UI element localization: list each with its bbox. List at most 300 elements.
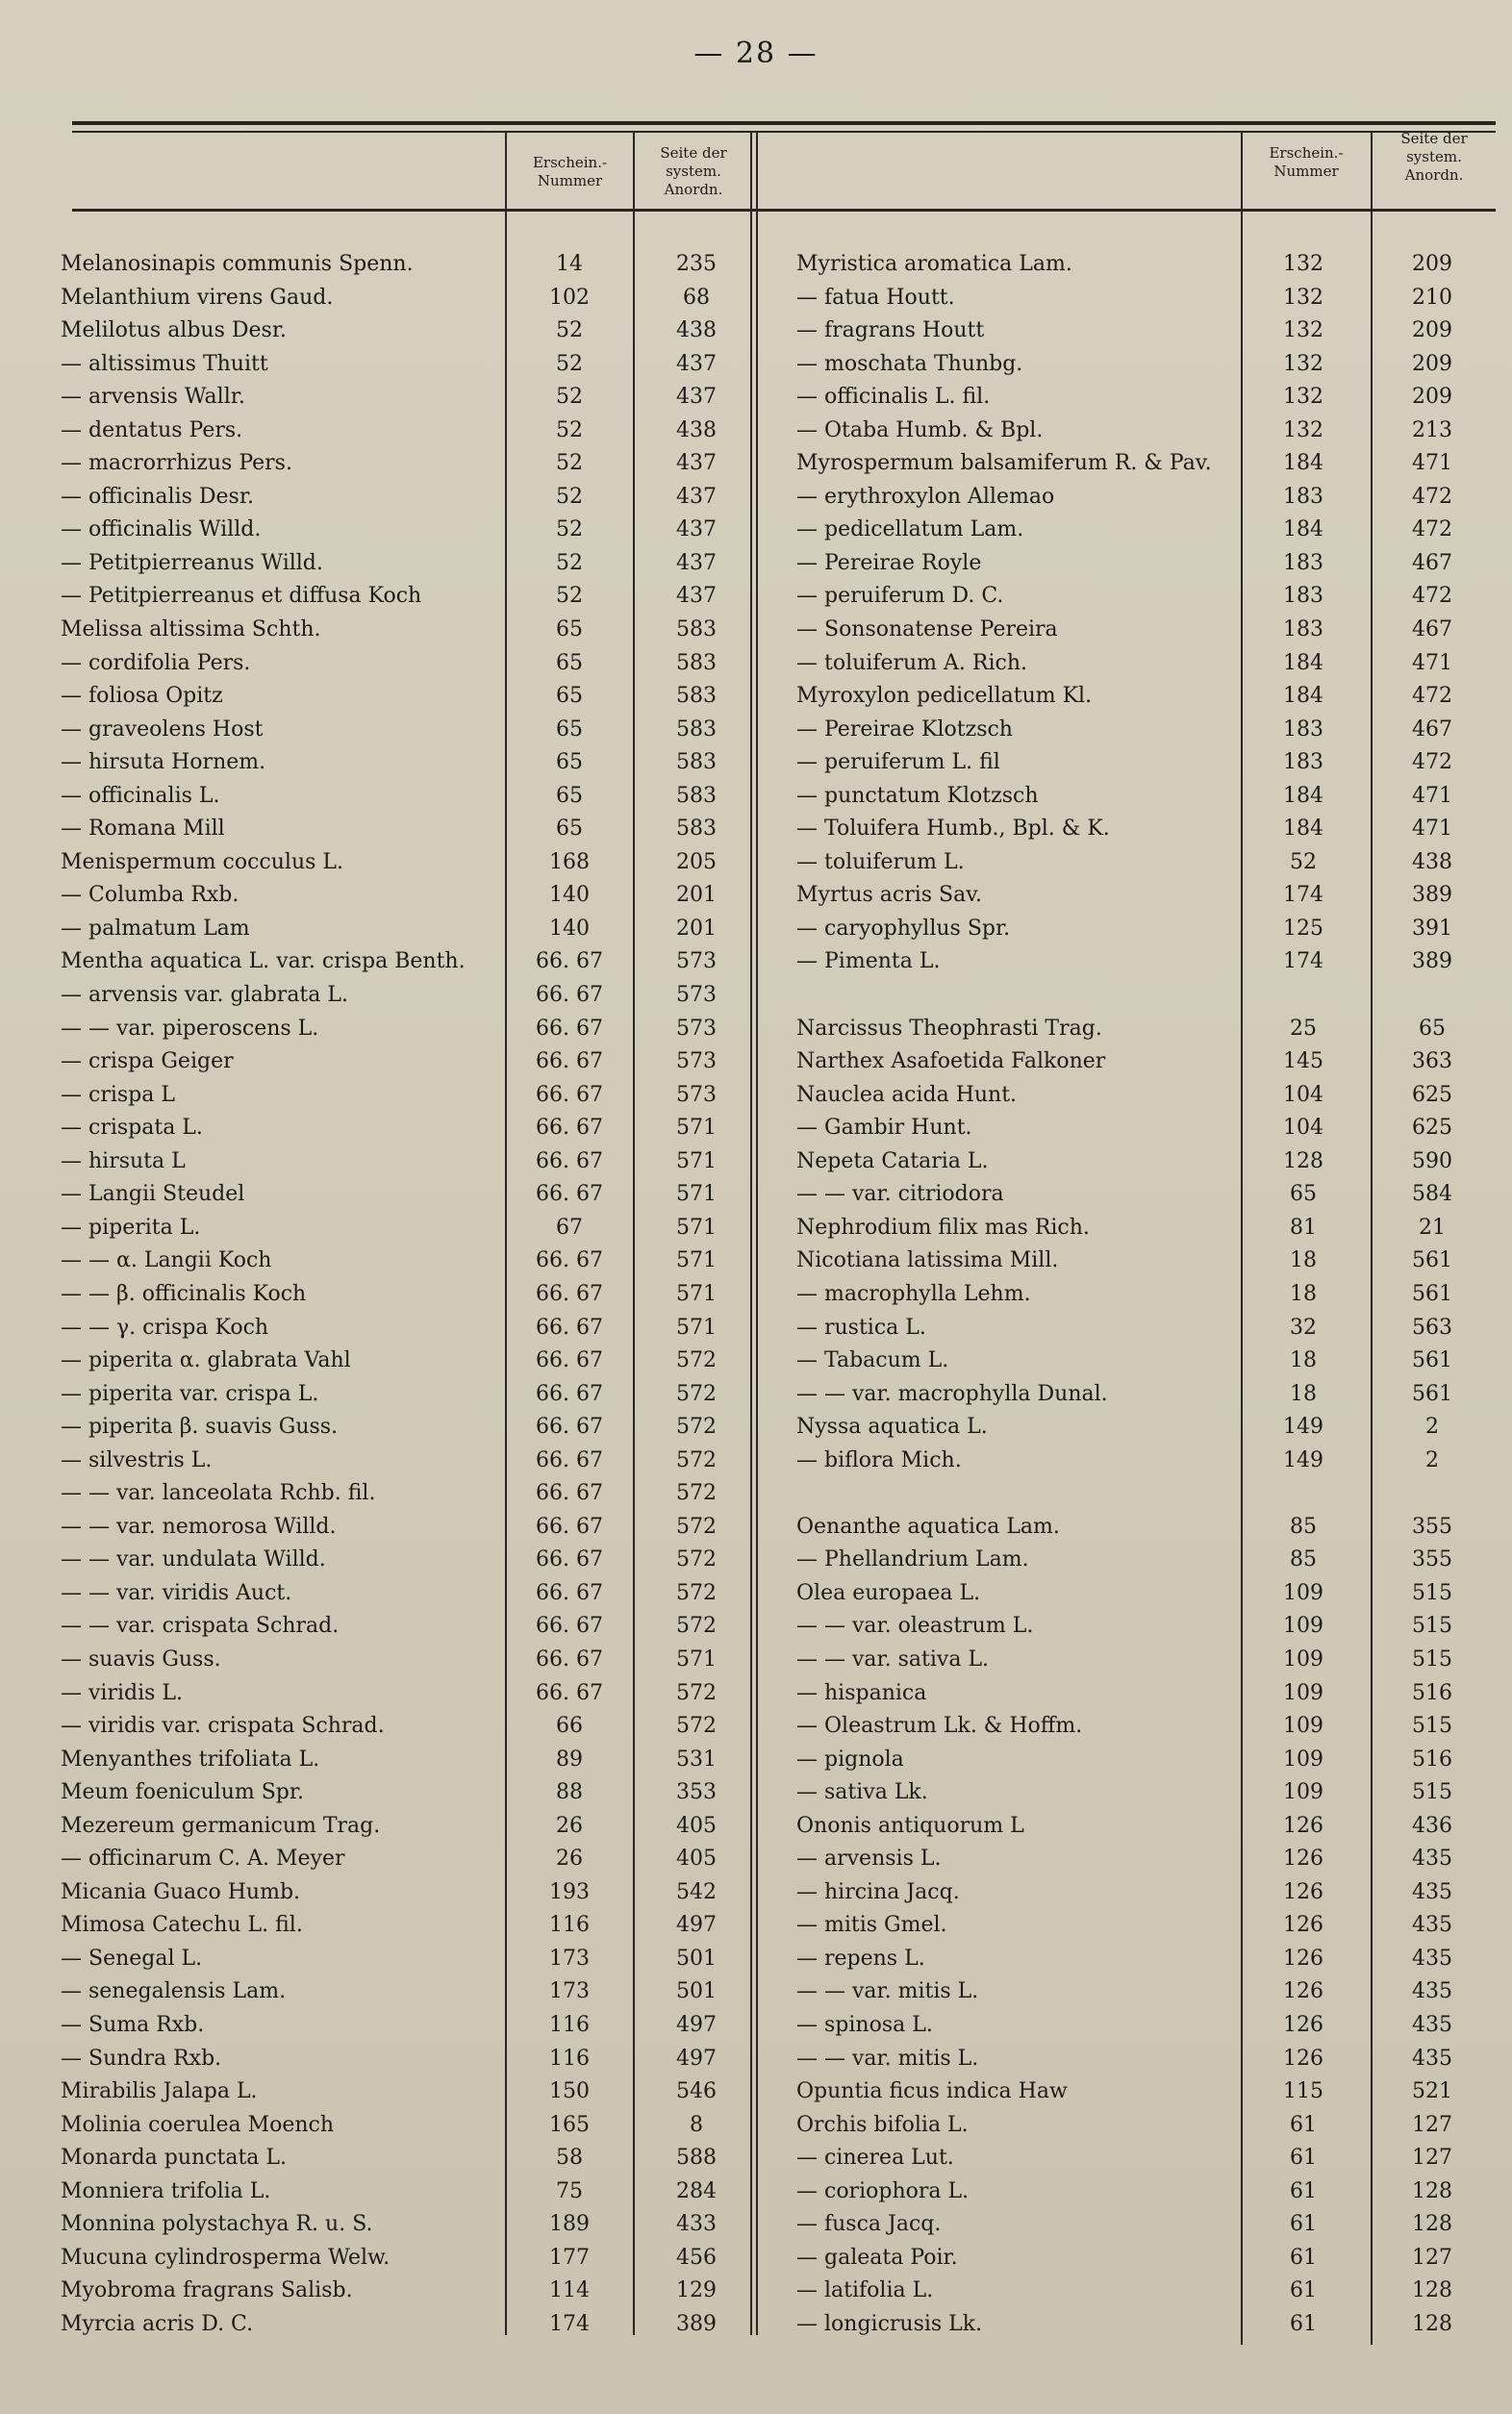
right-entry-erschein: 109	[1283, 1580, 1323, 1605]
right-entry-erschein: 61	[1290, 2212, 1317, 2237]
right-entry-name: — — var. sativa L.	[796, 1647, 990, 1672]
left-entry-seite: 546	[676, 2079, 717, 2104]
left-entry-erschein: 65	[556, 750, 583, 775]
left-entry-name: — piperita β. suavis Guss.	[61, 1415, 339, 1440]
left-entry-name: Mirabilis Jalapa L.	[61, 2079, 258, 2104]
right-entry-erschein: 132	[1283, 385, 1323, 410]
header-erschein-right: Erschein.- Nummer	[1269, 144, 1344, 180]
right-entry-erschein: 61	[1290, 2311, 1317, 2336]
right-entry-name: — mitis Gmel.	[796, 1913, 947, 1938]
right-entry-name: — peruiferum L. fil	[796, 750, 1000, 775]
left-entry-seite: 583	[676, 817, 717, 842]
left-entry-name: — viridis L.	[61, 1680, 184, 1705]
right-entry-name: Nauclea acida Hunt.	[796, 1082, 1018, 1107]
left-entry-erschein: 52	[556, 484, 583, 509]
left-entry-name: — senegalensis Lam.	[61, 1979, 287, 2004]
left-erschein-column	[507, 248, 632, 2341]
left-entry-erschein: 66. 67	[536, 1148, 603, 1173]
left-entry-seite: 583	[676, 750, 717, 775]
right-entry-seite: 210	[1412, 285, 1452, 310]
left-entry-erschein: 66. 67	[536, 983, 603, 1008]
right-entry-erschein: 174	[1283, 949, 1323, 974]
right-entry-name: — galeata Poir.	[796, 2245, 958, 2270]
left-entry-name: — arvensis var. glabrata L.	[61, 983, 348, 1008]
right-entry-erschein: 126	[1283, 1913, 1323, 1938]
left-entry-erschein: 65	[556, 684, 583, 709]
right-entry-name: — rustica L.	[796, 1315, 926, 1340]
left-entry-name: — Senegal L.	[61, 1946, 203, 1971]
right-entry-erschein: 126	[1283, 1813, 1323, 1838]
right-entry-seite: 515	[1412, 1614, 1452, 1639]
right-entry-erschein: 132	[1283, 252, 1323, 276]
right-entry-seite: 472	[1412, 684, 1452, 709]
right-entry-name: — longicrusis Lk.	[796, 2311, 983, 2336]
right-entry-name: — cinerea Lut.	[796, 2146, 954, 2171]
left-entry-name: — Petitpierreanus et diffusa Koch	[61, 584, 422, 609]
left-entry-seite: 456	[676, 2245, 717, 2270]
left-entry-name: Meum foeniculum Spr.	[61, 1780, 304, 1805]
right-entry-seite: 435	[1412, 2012, 1452, 2037]
right-entry-name: — Pereirae Royle	[796, 550, 982, 575]
right-entry-name: — fatua Houtt.	[796, 285, 955, 310]
right-entry-erschein: 126	[1283, 2012, 1323, 2037]
top-rule-thick	[72, 121, 1496, 125]
left-entry-seite: 572	[676, 1447, 717, 1472]
left-entry-seite: 571	[676, 1148, 717, 1173]
left-entry-erschein: 52	[556, 351, 583, 376]
left-entry-erschein: 66. 67	[536, 1547, 603, 1572]
right-entry-erschein: 126	[1283, 1946, 1323, 1971]
right-entry-erschein: 65	[1290, 1182, 1317, 1207]
right-entry-name: — sativa Lk.	[796, 1780, 928, 1805]
left-entry-name: — — var. crispata Schrad.	[61, 1614, 340, 1639]
left-entry-seite: 389	[676, 2311, 717, 2336]
right-entry-seite: 516	[1412, 1747, 1452, 1772]
left-entry-seite: 571	[676, 1281, 717, 1306]
right-entry-name: Ononis antiquorum L	[796, 1813, 1024, 1838]
left-entry-seite: 531	[676, 1747, 717, 1772]
right-entry-seite: 21	[1419, 1215, 1446, 1240]
right-entry-erschein	[1241, 1477, 1366, 1511]
left-entry-seite: 571	[676, 1315, 717, 1340]
right-entry-seite: 355	[1412, 1514, 1452, 1539]
header-seite-right: Seite der system. Anordn.	[1400, 130, 1468, 184]
left-entry-erschein: 165	[549, 2112, 590, 2137]
left-entry-name: Monnina polystachya R. u. S.	[61, 2212, 373, 2237]
right-entry-name: — Pereirae Klotzsch	[796, 717, 1013, 742]
left-entry-name: — — β. officinalis Koch	[61, 1281, 307, 1306]
right-entry-erschein: 61	[1290, 2178, 1317, 2203]
left-entry-erschein: 58	[556, 2146, 583, 2171]
right-entry-name: — fusca Jacq.	[796, 2212, 942, 2237]
right-entry-seite: 625	[1412, 1082, 1452, 1107]
left-entry-name: — — var. lanceolata Rchb. fil.	[61, 1481, 376, 1506]
right-entry-erschein: 85	[1290, 1514, 1317, 1539]
left-entry-erschein: 52	[556, 385, 583, 410]
right-entry-name: — moschata Thunbg.	[796, 351, 1023, 376]
left-entry-erschein: 66. 67	[536, 1016, 603, 1041]
left-entry-name: — piperita α. glabrata Vahl	[61, 1348, 351, 1373]
right-entry-name: — repens L.	[796, 1946, 925, 1971]
left-entry-name: Melanthium virens Gaud.	[61, 285, 334, 310]
left-entry-name: — officinalis Desr.	[61, 484, 254, 509]
right-entry-name: — Tabacum L.	[796, 1348, 949, 1373]
left-entry-erschein: 26	[556, 1813, 583, 1838]
left-entry-name: Mimosa Catechu L. fil.	[61, 1913, 303, 1938]
left-entry-name: — hirsuta Hornem.	[61, 750, 266, 775]
right-entry-erschein: 183	[1283, 717, 1323, 742]
left-entry-seite: 572	[676, 1514, 717, 1539]
right-entry-seite: 472	[1412, 484, 1452, 509]
right-entry-erschein: 149	[1283, 1447, 1323, 1472]
right-entry-seite: 471	[1412, 650, 1452, 675]
right-entry-erschein: 61	[1290, 2146, 1317, 2171]
left-entry-seite: 572	[676, 1614, 717, 1639]
left-entry-name: — Suma Rxb.	[61, 2012, 205, 2037]
left-entry-name: — dentatus Pers.	[61, 417, 243, 442]
right-entry-erschein: 18	[1290, 1281, 1317, 1306]
right-entry-seite: 516	[1412, 1680, 1452, 1705]
left-entry-erschein: 173	[549, 1979, 590, 2004]
right-entry-name: — toluiferum L.	[796, 849, 965, 874]
right-entry-erschein: 128	[1283, 1148, 1323, 1173]
left-entry-seite: 129	[676, 2278, 717, 2303]
left-entry-erschein: 66. 67	[536, 1614, 603, 1639]
right-entry-erschein: 145	[1283, 1049, 1323, 1074]
left-entry-erschein: 116	[549, 1913, 590, 1938]
right-entry-erschein: 61	[1290, 2278, 1317, 2303]
right-entry-seite: 127	[1412, 2146, 1452, 2171]
left-entry-erschein: 66. 67	[536, 1315, 603, 1340]
right-entry-erschein: 183	[1283, 550, 1323, 575]
left-entry-name: Molinia coerulea Moench	[61, 2112, 335, 2137]
right-entry-seite: 515	[1412, 1714, 1452, 1739]
left-entry-seite: 201	[676, 916, 717, 941]
left-entry-name: — piperita L.	[61, 1215, 201, 1240]
left-entry-erschein: 174	[549, 2311, 590, 2336]
right-entry-erschein: 104	[1283, 1116, 1323, 1141]
right-entry-erschein: 52	[1290, 849, 1317, 874]
right-entry-name: Nephrodium filix mas Rich.	[796, 1215, 1090, 1240]
right-entry-name: — Otaba Humb. & Bpl.	[796, 417, 1044, 442]
left-entry-erschein: 52	[556, 318, 583, 343]
right-entry-name: Narthex Asafoetida Falkoner	[796, 1049, 1106, 1074]
left-entry-seite: 437	[676, 517, 717, 542]
right-entry-name: — coriophora L.	[796, 2178, 970, 2203]
right-entry-erschein: 183	[1283, 584, 1323, 609]
left-entry-name: Myrcia acris D. C.	[61, 2311, 254, 2336]
left-entry-name: — — var. viridis Auct.	[61, 1580, 292, 1605]
right-entry-erschein: 109	[1283, 1747, 1323, 1772]
left-entry-erschein: 193	[549, 1879, 590, 1904]
left-entry-name: — Langii Steudel	[61, 1182, 245, 1207]
left-entry-erschein: 177	[549, 2245, 590, 2270]
left-entry-name: — — γ. crispa Koch	[61, 1315, 269, 1340]
left-entry-seite: 573	[676, 1016, 717, 1041]
left-entry-seite: 571	[676, 1248, 717, 1273]
left-entry-erschein: 66. 67	[536, 1647, 603, 1672]
right-entry-seite: 515	[1412, 1580, 1452, 1605]
left-entry-erschein: 52	[556, 517, 583, 542]
right-entry-erschein: 32	[1290, 1315, 1317, 1340]
left-entry-seite: 205	[676, 849, 717, 874]
left-entry-seite: 405	[676, 1813, 717, 1838]
right-entry-seite: 467	[1412, 717, 1452, 742]
left-entry-seite: 571	[676, 1215, 717, 1240]
right-entry-seite: 521	[1412, 2079, 1452, 2104]
right-entry-erschein: 25	[1290, 1016, 1317, 1041]
left-entry-seite: 583	[676, 617, 717, 642]
left-entry-seite: 572	[676, 1415, 717, 1440]
left-entry-erschein: 116	[549, 2012, 590, 2037]
right-entry-seite: 209	[1412, 252, 1452, 276]
left-entry-seite: 501	[676, 1946, 717, 1971]
left-entry-erschein: 66. 67	[536, 1381, 603, 1406]
left-entry-seite: 572	[676, 1381, 717, 1406]
right-entry-seite: 561	[1412, 1348, 1452, 1373]
left-entry-erschein: 66. 67	[536, 1116, 603, 1141]
right-entry-erschein: 126	[1283, 1847, 1323, 1872]
right-entry-seite: 467	[1412, 617, 1452, 642]
left-entry-name: — Petitpierreanus Willd.	[61, 550, 323, 575]
left-entry-seite: 437	[676, 584, 717, 609]
left-entry-erschein: 65	[556, 650, 583, 675]
right-entry-erschein: 109	[1283, 1680, 1323, 1705]
right-entry-erschein: 184	[1283, 517, 1323, 542]
right-entry-name: — caryophyllus Spr.	[796, 916, 1011, 941]
left-entry-seite: 573	[676, 949, 717, 974]
left-entry-erschein: 65	[556, 783, 583, 808]
right-entry-seite	[1371, 979, 1494, 1013]
left-name-column	[61, 248, 503, 2341]
left-entry-erschein: 66. 67	[536, 1680, 603, 1705]
left-entry-seite: 405	[676, 1847, 717, 1872]
right-entry-seite: 436	[1412, 1813, 1452, 1838]
left-entry-erschein: 66. 67	[536, 1049, 603, 1074]
left-entry-seite: 497	[676, 2046, 717, 2071]
right-entry-name: — latifolia L.	[796, 2278, 934, 2303]
left-entry-name: — officinalis Willd.	[61, 517, 262, 542]
right-entry-name: — hispanica	[796, 1680, 927, 1705]
left-entry-erschein: 65	[556, 617, 583, 642]
left-entry-seite: 572	[676, 1481, 717, 1506]
right-entry-seite: 435	[1412, 1913, 1452, 1938]
left-entry-seite: 583	[676, 650, 717, 675]
right-entry-seite: 2	[1425, 1415, 1439, 1440]
right-entry-seite: 2	[1425, 1447, 1439, 1472]
right-entry-seite: 467	[1412, 550, 1452, 575]
left-entry-erschein: 75	[556, 2178, 583, 2203]
right-entry-name: Nyssa aquatica L.	[796, 1415, 988, 1440]
right-name-column	[796, 248, 1248, 2341]
left-entry-name: Monniera trifolia L.	[61, 2178, 271, 2203]
right-entry-erschein: 18	[1290, 1348, 1317, 1373]
left-entry-seite: 284	[676, 2178, 717, 2203]
right-entry-name: — pignola	[796, 1747, 904, 1772]
left-entry-seite: 235	[676, 252, 717, 276]
right-entry-erschein: 184	[1283, 817, 1323, 842]
right-entry-seite: 209	[1412, 318, 1452, 343]
left-entry-erschein: 102	[549, 285, 590, 310]
right-entry-seite: 128	[1412, 2311, 1452, 2336]
right-entry-seite: 389	[1412, 949, 1452, 974]
right-entry-name: — hircina Jacq.	[796, 1879, 960, 1904]
right-entry-name: Oenanthe aquatica Lam.	[796, 1514, 1060, 1539]
right-entry-seite: 65	[1419, 1016, 1446, 1041]
left-entry-name: — officinalis L.	[61, 783, 220, 808]
left-entry-name: — macrorrhizus Pers.	[61, 451, 292, 476]
right-entry-name: — punctatum Klotzsch	[796, 783, 1039, 808]
right-entry-name: Opuntia ficus indica Haw	[796, 2079, 1068, 2104]
left-entry-seite: 572	[676, 1580, 717, 1605]
left-entry-erschein: 189	[549, 2212, 590, 2237]
left-entry-erschein: 66. 67	[536, 1281, 603, 1306]
right-entry-seite: 128	[1412, 2178, 1452, 2203]
right-entry-seite: 472	[1412, 750, 1452, 775]
left-entry-seite: 437	[676, 484, 717, 509]
right-entry-erschein: 85	[1290, 1547, 1317, 1572]
right-entry-seite: 355	[1412, 1547, 1452, 1572]
left-entry-erschein: 52	[556, 417, 583, 442]
right-entry-erschein: 126	[1283, 2046, 1323, 2071]
right-entry-name: — Sonsonatense Pereira	[796, 617, 1058, 642]
left-entry-erschein: 66. 67	[536, 1348, 603, 1373]
right-entry-erschein: 126	[1283, 1979, 1323, 2004]
left-entry-name: Melissa altissima Schth.	[61, 617, 321, 642]
right-entry-erschein: 18	[1290, 1248, 1317, 1273]
right-entry-erschein: 184	[1283, 650, 1323, 675]
left-entry-name: Myobroma fragrans Salisb.	[61, 2278, 353, 2303]
left-entry-erschein: 67	[556, 1215, 583, 1240]
left-entry-name: — Columba Rxb.	[61, 883, 239, 908]
left-entry-seite: 542	[676, 1879, 717, 1904]
left-entry-seite: 501	[676, 1979, 717, 2004]
left-entry-seite: 573	[676, 1049, 717, 1074]
right-entry-erschein: 184	[1283, 783, 1323, 808]
right-entry-name: — macrophylla Lehm.	[796, 1281, 1031, 1306]
right-entry-seite: 128	[1412, 2278, 1452, 2303]
right-entry-name: — — var. macrophylla Dunal.	[796, 1381, 1108, 1406]
right-entry-seite: 435	[1412, 1879, 1452, 1904]
top-rule-thin	[72, 131, 1496, 133]
left-entry-name: — graveolens Host	[61, 717, 264, 742]
right-entry-seite: 209	[1412, 351, 1452, 376]
left-entry-erschein: 66. 67	[536, 1082, 603, 1107]
right-erschein-column	[1241, 248, 1366, 2341]
right-entry-erschein: 184	[1283, 684, 1323, 709]
right-entry-erschein: 61	[1290, 2112, 1317, 2137]
left-entry-erschein: 14	[556, 252, 583, 276]
right-entry-name: — spinosa L.	[796, 2012, 933, 2037]
right-entry-erschein	[1241, 979, 1366, 1013]
left-entry-name: Mentha aquatica L. var. crispa Benth.	[61, 949, 466, 974]
right-entry-name: — peruiferum D. C.	[796, 584, 1004, 609]
right-entry-name: Olea europaea L.	[796, 1580, 981, 1605]
right-entry-seite: 435	[1412, 1847, 1452, 1872]
right-entry-name: — Phellandrium Lam.	[796, 1547, 1029, 1572]
left-entry-name: — crispa Geiger	[61, 1049, 234, 1074]
right-entry-name: — — var. oleastrum L.	[796, 1614, 1034, 1639]
right-entry-name: Myroxylon pedicellatum Kl.	[796, 684, 1093, 709]
left-entry-name: Melanosinapis communis Spenn.	[61, 252, 414, 276]
left-entry-erschein: 140	[549, 883, 590, 908]
right-entry-seite: 209	[1412, 385, 1452, 410]
left-entry-erschein: 65	[556, 717, 583, 742]
left-entry-name: Melilotus albus Desr.	[61, 318, 287, 343]
left-entry-erschein: 150	[549, 2079, 590, 2104]
right-entry-seite: 471	[1412, 783, 1452, 808]
right-entry-seite: 389	[1412, 883, 1452, 908]
right-entry-seite: 127	[1412, 2245, 1452, 2270]
right-entry-seite: 213	[1412, 417, 1452, 442]
left-entry-erschein: 168	[549, 849, 590, 874]
left-entry-seite: 583	[676, 783, 717, 808]
left-entry-name: — crispata L.	[61, 1116, 203, 1141]
left-entry-name: Menispermum cocculus L.	[61, 849, 344, 874]
right-entry-seite: 391	[1412, 916, 1452, 941]
right-entry-erschein: 115	[1283, 2079, 1323, 2104]
left-entry-erschein: 66. 67	[536, 1481, 603, 1506]
left-entry-erschein: 52	[556, 451, 583, 476]
left-entry-erschein: 66	[556, 1714, 583, 1739]
right-entry-seite: 590	[1412, 1148, 1452, 1173]
right-entry-seite: 435	[1412, 1946, 1452, 1971]
right-entry-name: — toluiferum A. Rich.	[796, 650, 1027, 675]
left-entry-name: — — var. nemorosa Willd.	[61, 1514, 337, 1539]
right-entry-erschein: 109	[1283, 1780, 1323, 1805]
left-entry-seite: 571	[676, 1647, 717, 1672]
right-entry-seite: 472	[1412, 584, 1452, 609]
right-entry-seite: 625	[1412, 1116, 1452, 1141]
right-entry-seite: 563	[1412, 1315, 1452, 1340]
right-entry-erschein: 18	[1290, 1381, 1317, 1406]
left-entry-seite: 571	[676, 1182, 717, 1207]
left-entry-name: — — var. piperoscens L.	[61, 1016, 319, 1041]
left-entry-seite: 437	[676, 550, 717, 575]
left-entry-seite: 497	[676, 2012, 717, 2037]
right-entry-erschein: 132	[1283, 318, 1323, 343]
right-seite-column	[1371, 248, 1494, 2341]
left-entry-erschein: 66. 67	[536, 1415, 603, 1440]
left-entry-seite: 353	[676, 1780, 717, 1805]
left-entry-seite: 572	[676, 1547, 717, 1572]
left-entry-name: Mezereum germanicum Trag.	[61, 1813, 381, 1838]
left-entry-name: — crispa L	[61, 1082, 175, 1107]
right-entry-name: — Toluifera Humb., Bpl. & K.	[796, 817, 1110, 842]
left-entry-name: — Sundra Rxb.	[61, 2046, 222, 2071]
right-entry-seite: 471	[1412, 817, 1452, 842]
left-entry-name: — palmatum Lam	[61, 916, 250, 941]
left-entry-erschein: 26	[556, 1847, 583, 1872]
right-entry-seite: 561	[1412, 1281, 1452, 1306]
left-entry-seite: 201	[676, 883, 717, 908]
right-entry-erschein: 184	[1283, 451, 1323, 476]
left-entry-erschein: 66. 67	[536, 1447, 603, 1472]
right-entry-seite: 471	[1412, 451, 1452, 476]
left-entry-name: — hirsuta L	[61, 1148, 186, 1173]
right-entry-name	[796, 1477, 1248, 1511]
left-entry-seite: 572	[676, 1348, 717, 1373]
left-entry-name: — arvensis Wallr.	[61, 385, 245, 410]
right-entry-name: Myristica aromatica Lam.	[796, 252, 1072, 276]
right-entry-erschein: 109	[1283, 1714, 1323, 1739]
left-entry-erschein: 66. 67	[536, 1182, 603, 1207]
right-entry-seite: 127	[1412, 2112, 1452, 2137]
right-entry-name: — biflora Mich.	[796, 1447, 962, 1472]
right-entry-name: — officinalis L. fil.	[796, 385, 991, 410]
right-entry-erschein: 125	[1283, 916, 1323, 941]
right-entry-erschein: 174	[1283, 883, 1323, 908]
